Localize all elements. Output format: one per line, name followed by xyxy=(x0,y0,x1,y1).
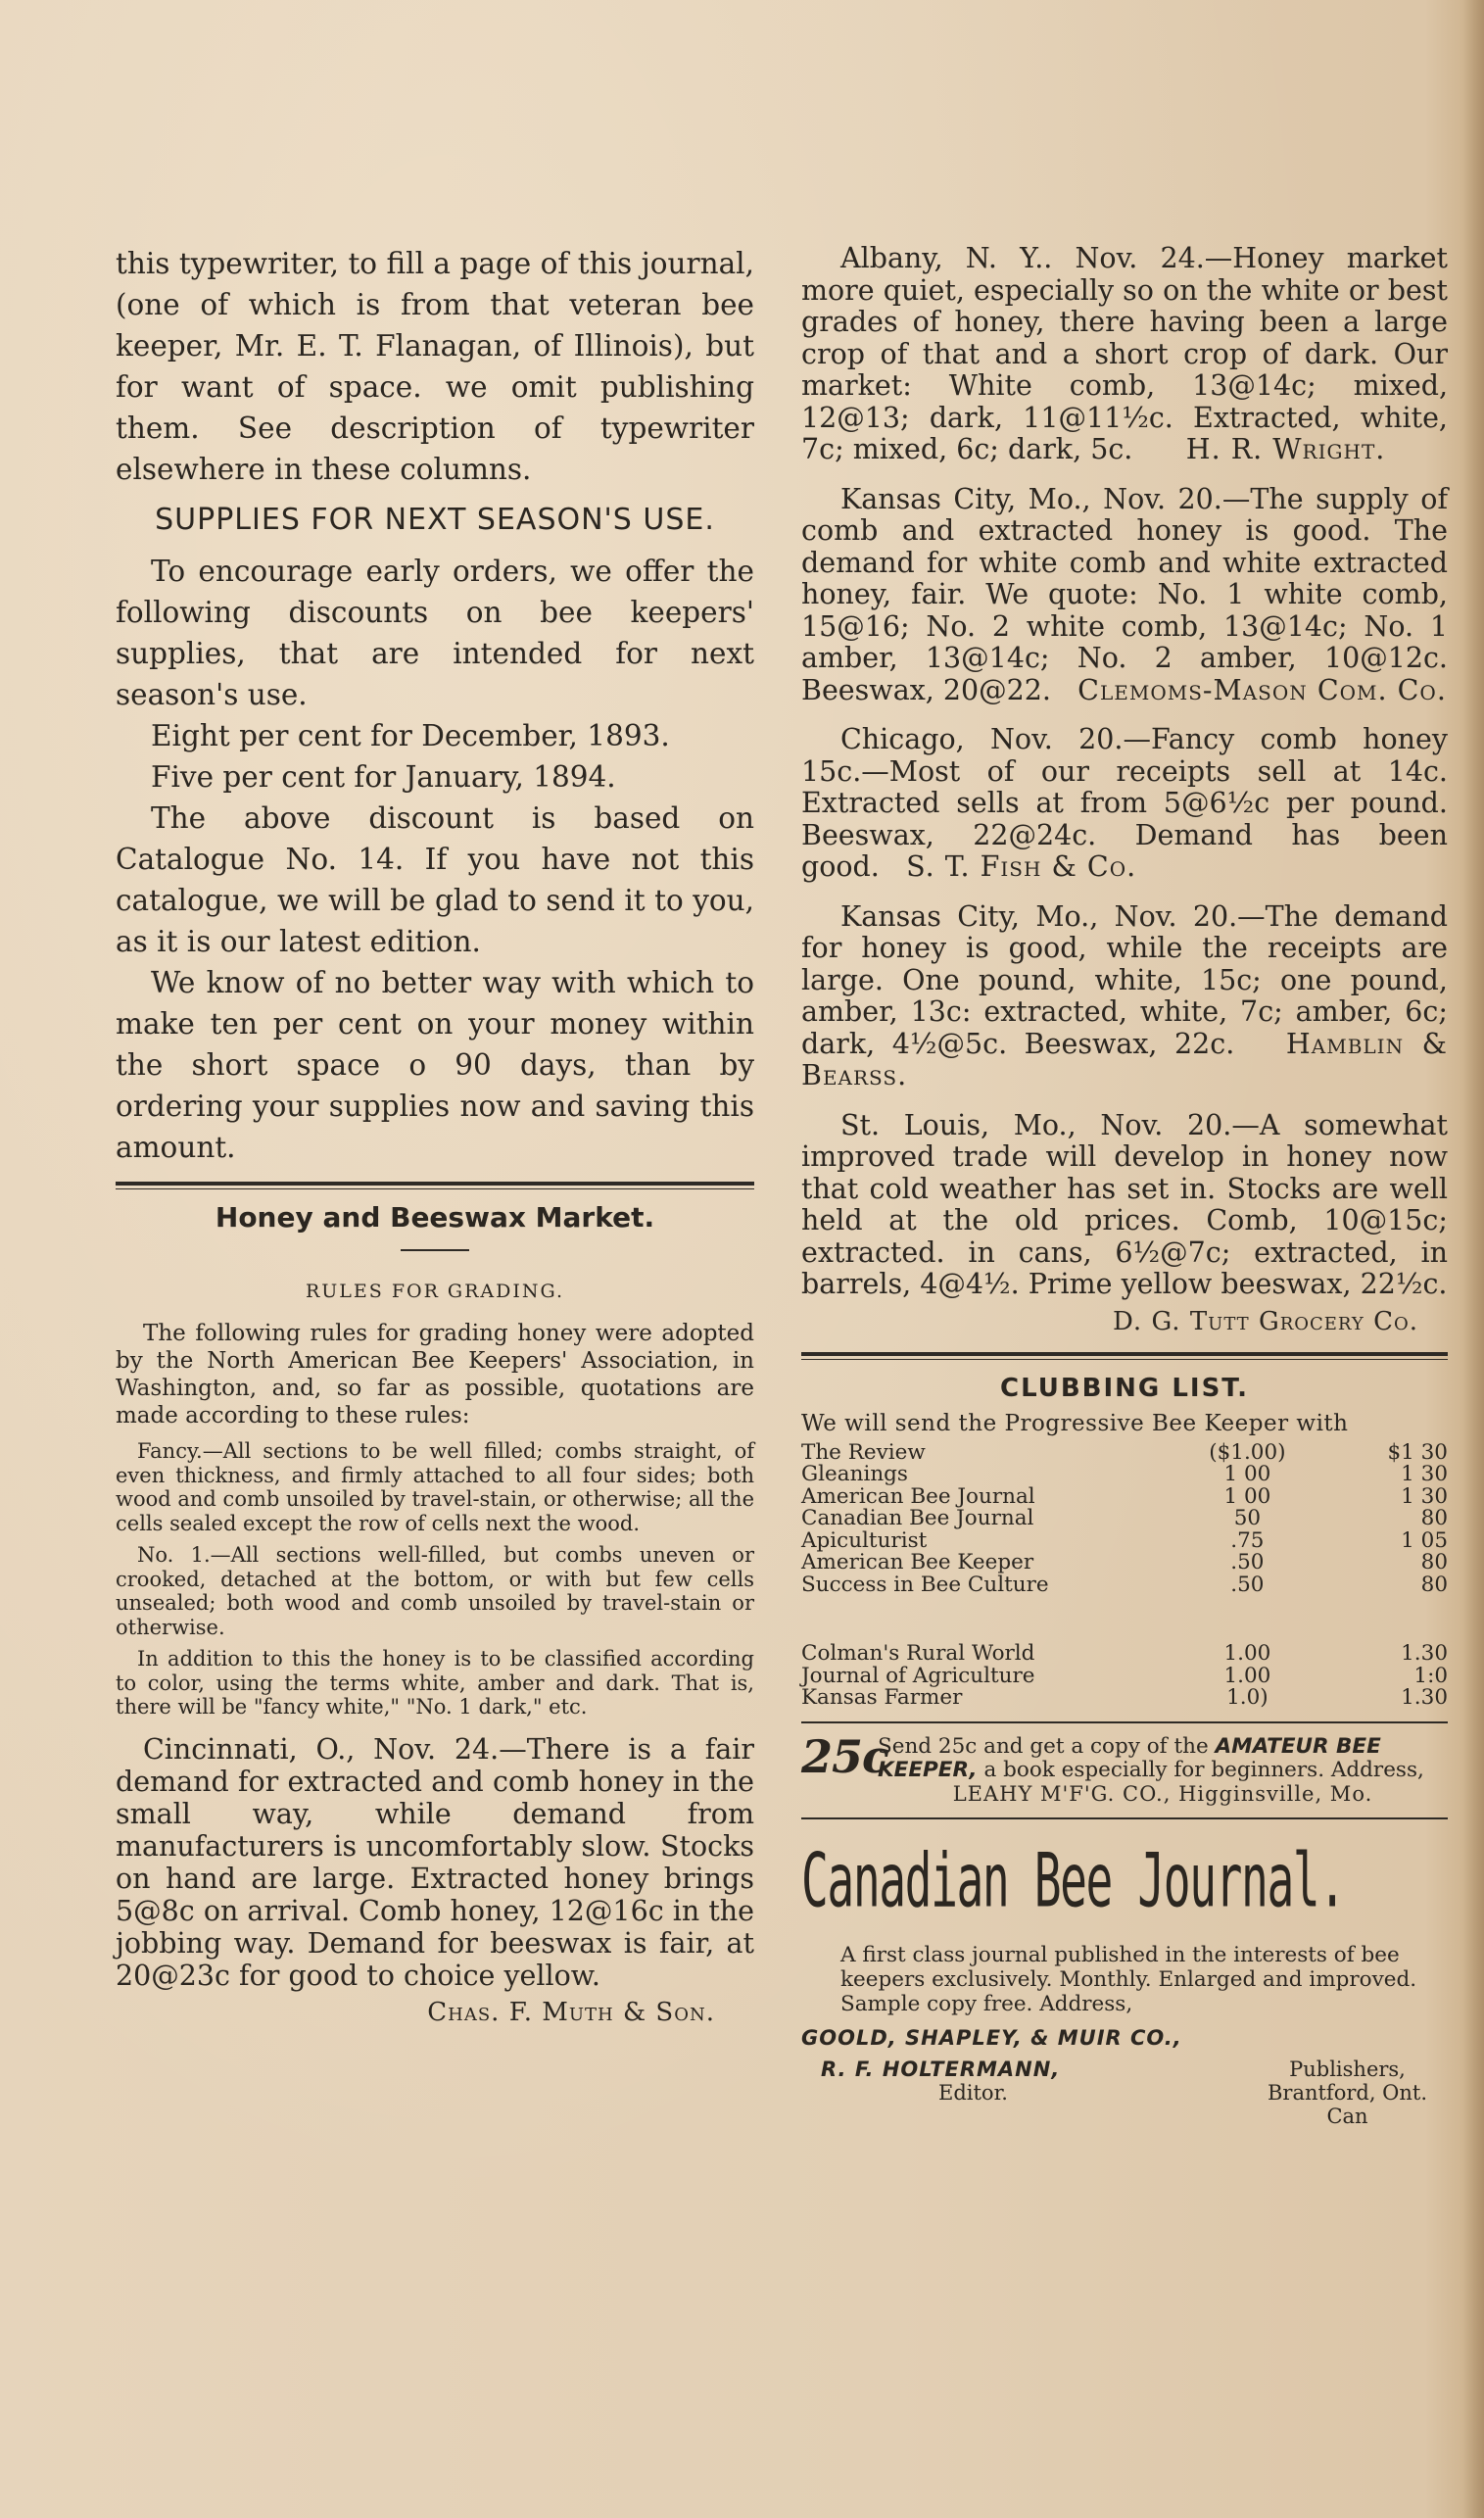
clubbing-name: American Bee Journal xyxy=(801,1483,1035,1509)
clubbing-row xyxy=(801,1530,1448,1553)
cbj-footer xyxy=(801,2058,1448,2128)
ad-text-c: a book especially for beginners. Address, xyxy=(983,1757,1424,1782)
clubbing-name: American Bee Keeper xyxy=(801,1550,1034,1574)
clubbing-row xyxy=(801,1643,1448,1666)
clubbing-price-combined: 1 30 xyxy=(1401,1462,1448,1486)
ad-price: 25c xyxy=(801,1729,889,1783)
clubbing-table xyxy=(801,1439,1448,1597)
signature-clemoms: Clemoms-Mason Com. Co. xyxy=(1077,673,1447,706)
ad-text-a: Send 25c and get a copy of the xyxy=(878,1733,1209,1759)
clubbing-price-alone: 1 00 xyxy=(1223,1462,1271,1486)
clubbing-name: Success in Bee Culture xyxy=(801,1572,1049,1597)
page-spine-shadow xyxy=(1462,0,1484,2518)
clubbing-row xyxy=(801,1464,1448,1486)
short-rule xyxy=(401,1249,469,1251)
clubbing-price-combined: 1 30 xyxy=(1401,1483,1448,1509)
ad-text xyxy=(878,1735,1448,1806)
signature-muth: Chas. F. Muth & Son. xyxy=(427,1997,715,2027)
clubbing-price-combined: 80 xyxy=(1420,1572,1448,1597)
clubbing-name: Apiculturist xyxy=(801,1527,928,1553)
cbj-publishers-place: Brantford, Ont. Can xyxy=(1267,2080,1428,2128)
clubbing-title: CLUBBING LIST. xyxy=(1000,1373,1249,1403)
clubbing-row xyxy=(801,1552,1448,1574)
ad-divider xyxy=(801,1721,1448,1723)
cbj-title: Canadian Bee Journal. xyxy=(801,1836,1345,1924)
supplies-heading: SUPPLIES FOR NEXT SEASON'S USE. xyxy=(155,503,715,537)
market-chicago-text: Chicago, Nov. 20.—Fancy comb honey 15c.—Most of our receipts sell at 14c. Extracted sells at from 5@6½c per pound. Beeswax, 22@24c. Demand has been good. xyxy=(801,723,1448,883)
supplies-paragraph-4: The above discount is based on Catalogue No. 14. If you have not this catalogue, we will be glad to send it to you, as it is our latest edition. xyxy=(116,801,754,958)
supplies-paragraph-2: Eight per cent for December, 1893. xyxy=(151,719,670,752)
right-column xyxy=(801,243,1448,2128)
clubbing-price-alone: .50 xyxy=(1230,1550,1265,1574)
clubbing-price-alone: .50 xyxy=(1230,1572,1265,1597)
signature-fish: S. T. Fish & Co. xyxy=(906,850,1137,883)
rule-color: In addition to this the honey is to be classified according to color, using the terms white, amber and dark. That is, there will be "fancy white," "No. 1 dark," etc. xyxy=(116,1647,754,1719)
clubbing-divider xyxy=(801,1352,1448,1360)
supplies-paragraph-3: Five per cent for January, 1894. xyxy=(151,760,616,794)
clubbing-price-alone: 1.00 xyxy=(1223,1663,1271,1688)
cbj-editor xyxy=(801,2058,1247,2128)
signature-tutt: D. G. Tutt Grocery Co. xyxy=(1113,1306,1418,1336)
ad-address: LEAHY M'F'G. CO., Higginsville, Mo. xyxy=(952,1781,1373,1806)
signature-wright: H. R. Wright. xyxy=(1185,433,1386,465)
grading-rules xyxy=(116,1439,754,1719)
clubbing-name: The Review xyxy=(801,1439,926,1465)
clubbing-price-alone: ($1.00) xyxy=(1209,1439,1286,1465)
clubbing-row xyxy=(801,1574,1448,1597)
clubbing-table-2 xyxy=(801,1643,1448,1710)
clubbing-price-alone: 1.00 xyxy=(1223,1641,1271,1666)
clubbing-row xyxy=(801,1442,1448,1465)
clubbing-intro: We will send the Progressive Bee Keeper with xyxy=(801,1410,1349,1436)
market-albany xyxy=(801,243,1448,466)
signature-hamblin: Hamblin & Bearss. xyxy=(801,1027,1448,1091)
market-cincinnati: Cincinnati, O., Nov. 24.—There is a fair demand for extracted and comb honey in the small way, while demand from manufacturers is uncomfortably slow. Stocks on hand are large. Extracted honey brings 5@8c on arrival. Comb honey, 12@16c in the jobbing way. Demand for beeswax is fair, at 20@23c for good to choice yellow. xyxy=(116,1732,754,1992)
clubbing-price-combined: 1:0 xyxy=(1413,1663,1448,1688)
clubbing-price-combined: 1.30 xyxy=(1401,1641,1448,1666)
market-title: Honey and Beeswax Market. xyxy=(215,1201,655,1234)
clubbing-row xyxy=(801,1687,1448,1710)
clubbing-row xyxy=(801,1508,1448,1530)
clubbing-gap xyxy=(801,1596,1448,1643)
market-chicago xyxy=(801,724,1448,884)
cbj-editor-name: R. F. HOLTERMANN, xyxy=(821,2057,1061,2081)
section-divider xyxy=(116,1182,754,1189)
cbj-publishers xyxy=(1247,2058,1448,2128)
clubbing-row xyxy=(801,1666,1448,1688)
market-kansas-city-1 xyxy=(801,484,1448,707)
clubbing-price-combined: 80 xyxy=(1420,1550,1448,1574)
supplies-paragraph-5: We know of no better way with which to make ten per cent on your money within the short space o 90 days, than by ordering your supplies now and saving this amount. xyxy=(116,966,754,1164)
market-albany-text: Albany, N. Y.. Nov. 24.—Honey market more quiet, especially so on the white or best grades of honey, there having been a large crop of that and a short crop of dark. Our market: White comb, 13@14c; mixed, 12@13; dark, 11@11½c. Extracted, white, 7c; mixed, 6c; dark, 5c. xyxy=(801,242,1448,465)
cbj-editor-label: Editor. xyxy=(938,2080,1008,2105)
rules-intro: The following rules for grading honey were adopted by the North American Bee Keepers' Association, in Washington, and, so far as possible, quotations are made according to these rules: xyxy=(116,1321,754,1428)
clubbing-name: Journal of Agriculture xyxy=(801,1663,1035,1688)
market-kansas-city-2-text: Kansas City, Mo., Nov. 20.—The demand for honey is good, while the receipts are large. One pound, white, 15c; one pound, amber, 13c: extracted, white, 7c; amber, 6c; dark, 4½@5c. Beeswax, 22c. xyxy=(801,899,1448,1060)
intro-paragraph: this typewriter, to fill a page of this journal, (one of which is from that veteran bee keeper, Mr. E. T. Flanagan, of Illinois), but for want of space. we omit publishing them. See description of typewriter elsewhere in these columns. xyxy=(116,247,754,486)
clubbing-name: Canadian Bee Journal xyxy=(801,1506,1034,1530)
supplies-paragraph-1: To encourage early orders, we offer the following discounts on bee keepers' supplies, that are intended for next season's use. xyxy=(116,555,754,711)
clubbing-price-alone: 1 00 xyxy=(1223,1483,1271,1509)
market-st-louis: St. Louis, Mo., Nov. 20.—A somewhat improved trade will develop in honey now that cold weather has set in. Stocks are well held at the old prices. Comb, 10@15c; extracted. in cans, 6½@7c; extracted, in barrels, 4@4½. Prime yellow beeswax, 22½c. xyxy=(801,1108,1448,1300)
clubbing-name: Gleanings xyxy=(801,1462,908,1486)
cbj-publishers-label: Publishers, xyxy=(1289,2057,1406,2081)
rule-fancy: Fancy.—All sections to be well filled; combs straight, of even thickness, and firmly attached to all four sides; both wood and comb unsoiled by travel-stain, or otherwise; all the cells sealed except the row of cells next the wood. xyxy=(116,1439,754,1535)
clubbing-name: Kansas Farmer xyxy=(801,1685,963,1710)
market-kansas-city-2 xyxy=(801,901,1448,1092)
cbj-publisher: GOOLD, SHAPLEY, & MUIR CO., xyxy=(801,2025,1182,2050)
rules-heading: RULES FOR GRADING. xyxy=(305,1281,565,1302)
clubbing-price-combined: 80 xyxy=(1420,1506,1448,1530)
cbj-body: A first class journal published in the interests of bee keepers exclusively. Monthly. Enlarged and improved. Sample copy free. Address, xyxy=(840,1942,1417,2016)
clubbing-row xyxy=(801,1486,1448,1509)
market-kansas-city-1-text: Kansas City, Mo., Nov. 20.—The supply of comb and extracted honey is good. The demand for white comb and white extracted honey, fair. We quote: No. 1 white comb, 15@16; No. 2 white comb, 13@14c; No. 1 amber, 13@14c; No. 2 amber, 10@12c. Beeswax, 20@22. xyxy=(801,482,1448,706)
amateur-bee-keeper-ad xyxy=(801,1729,1448,1806)
ad-book-title: AMATEUR BEE KEEPER, xyxy=(878,1733,1381,1782)
clubbing-price-combined: 1.30 xyxy=(1401,1685,1448,1710)
clubbing-price-alone: 1.0) xyxy=(1226,1685,1269,1710)
ad-divider-2 xyxy=(801,1817,1448,1819)
left-column xyxy=(116,243,754,2029)
clubbing-price-combined: $1 30 xyxy=(1387,1439,1448,1465)
clubbing-price-combined: 1 05 xyxy=(1401,1527,1448,1553)
clubbing-price-alone: .75 xyxy=(1230,1527,1265,1553)
rule-no1: No. 1.—All sections well-filled, but combs uneven or crooked, detached at the bottom, or with but few cells unsealed; both wood and comb unsoiled by travel-stain or otherwise. xyxy=(116,1543,754,1639)
clubbing-name: Colman's Rural World xyxy=(801,1641,1035,1666)
clubbing-price-alone: 50 xyxy=(1233,1506,1262,1530)
